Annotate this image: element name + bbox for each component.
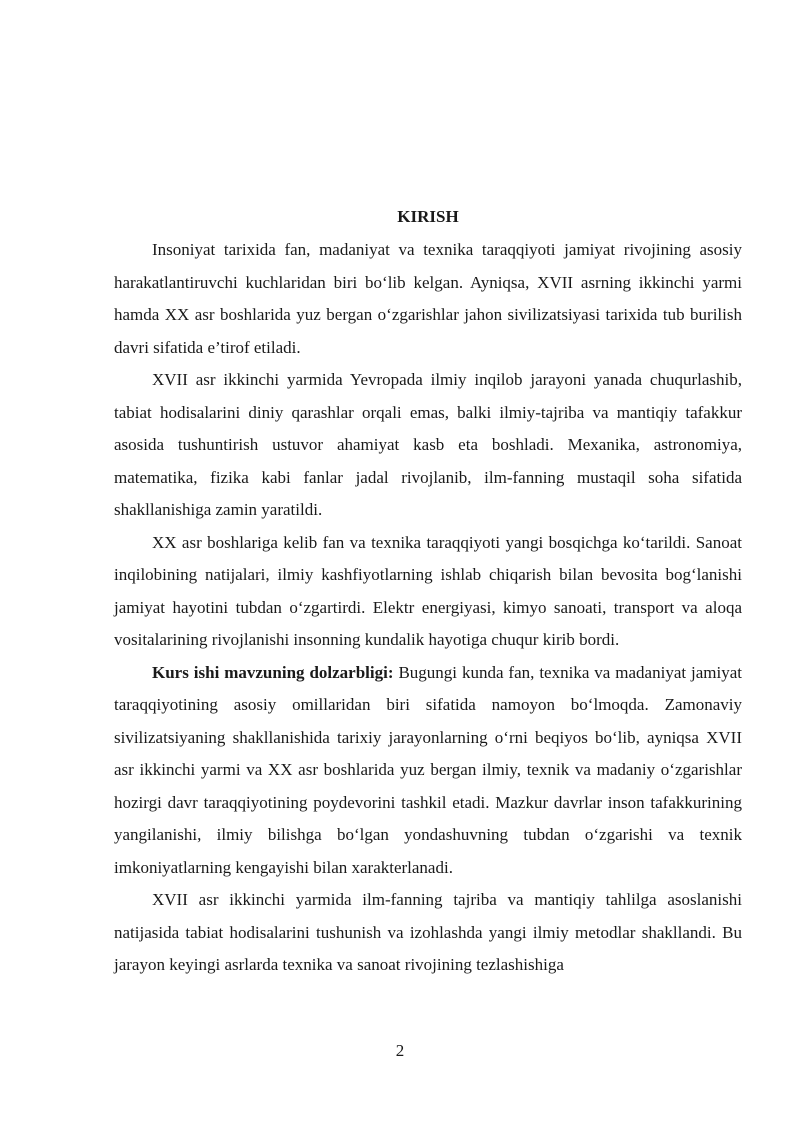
paragraph-text: Bugungi kunda fan, texnika va madaniyat jamiyat taraqqiyotining asosiy omillaridan biri sifatida namoyon bo‘lmoqda. Zamonaviy sivilizatsiyaning shakllanishida tarixiy jarayonlarning o‘rni beqiyos bo‘lib, ayniqsa XVII asr ikkinchi yarmi va XX asr boshlarida yuz bergan ilmiy, texnik va madaniy o‘zgarishlar hozirgi davr taraqqiyotining poydevorini tashkil etadi. Mazkur davrlar inson tafakkurining yangilanishi, ilmiy bilishga bo‘lgan yondashuvning tubdan o‘zgarishi va texnik imkoniyatlarning kengayishi bilan xarakterlanadi. <box>114 662 743 877</box>
paragraph-twentieth-century <box>114 527 742 657</box>
paragraph-intro <box>114 234 742 364</box>
paragraph-methods <box>114 884 742 982</box>
paragraph-lead: Kurs ishi mavzuning dolzarbligi: <box>152 662 394 682</box>
paragraph-text: XVII asr ikkinchi yarmida ilm-fanning tajriba va mantiqiy tahlilga asoslanishi natijasida tabiat hodisalarini tushunish va izohlashda yangi ilmiy metodlar shakllandi. Bu jarayon keyingi asrlarda texnika va sanoat rivojining tezlashishiga <box>114 890 742 974</box>
paragraph-relevance <box>114 657 742 885</box>
paragraph-text: XVII asr ikkinchi yarmida Yevropada ilmiy inqilob jarayoni yanada chuqurlashib, tabiat hodisalarini diniy qarashlar orqali emas, balki ilmiy-tajriba va mantiqiy tafakkur asosida tushuntirish ustuvor ahamiyat kasb eta boshladi. Mexanika, astronomiya, matematika, fizika kabi fanlar jadal rivojlanib, ilm-fanning mustaqil soha sifatida shakllanishiga zamin yaratildi. <box>114 370 742 519</box>
document-body <box>114 206 742 982</box>
paragraph-text: XX asr boshlariga kelib fan va texnika taraqqiyoti yangi bosqichga ko‘tarildi. Sanoat inqilobining natijalari, ilmiy kashfiyotlarning ishlab chiqarish bilan bevosita bog‘lanishi jamiyat hayotini tubdan o‘zgartirdi. Elektr energiyasi, kimyo sanoati, transport va aloqa vositalarining rivojlanishi insonning kundalik hayotiga chuqur kirib bordi. <box>114 532 742 649</box>
paragraph-scientific-revolution <box>114 364 742 527</box>
paragraph-text: Insoniyat tarixida fan, madaniyat va texnika taraqqiyoti jamiyat rivojining asosiy harakatlantiruvchi kuchlaridan biri bo‘lib kelgan. Ayniqsa, XVII asrning ikkinchi yarmi hamda XX asr boshlarida yuz bergan o‘zgarishlar jahon sivilizatsiyasi tarixida tub burilish davri sifatida e’tirof etiladi. <box>114 240 742 357</box>
section-heading: KIRISH <box>397 207 459 226</box>
page-number: 2 <box>395 1041 405 1060</box>
